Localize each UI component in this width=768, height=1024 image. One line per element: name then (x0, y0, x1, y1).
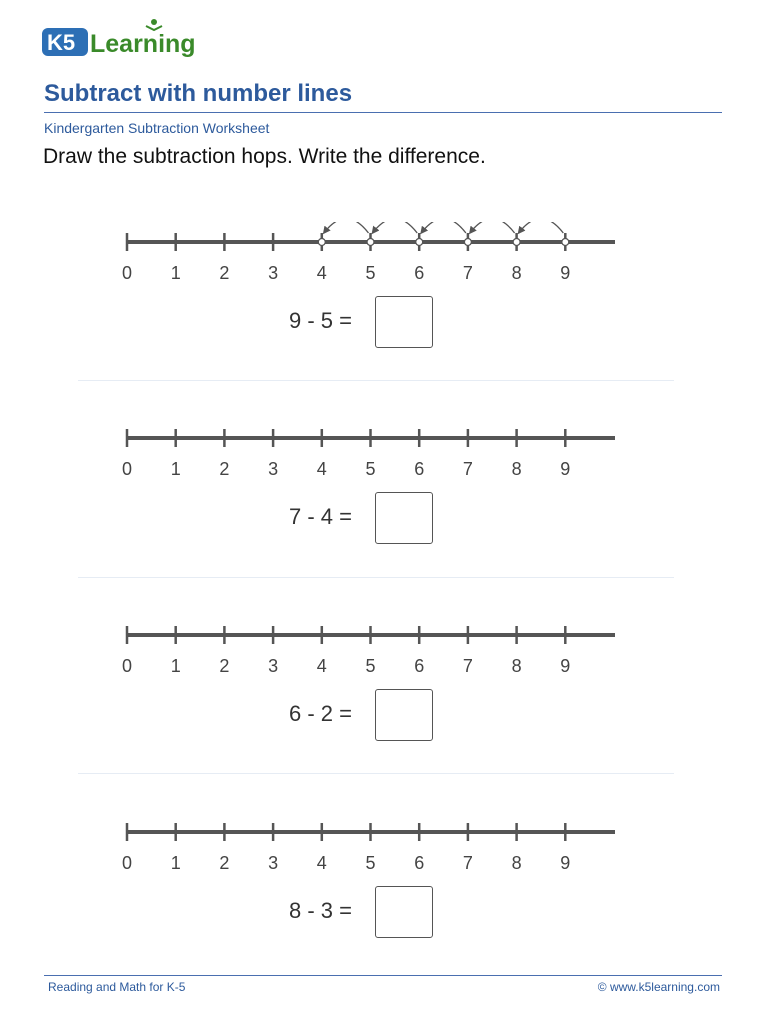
answer-box[interactable] (375, 689, 433, 741)
tick-label: 7 (462, 263, 473, 282)
tick-label: 9 (560, 263, 571, 282)
number-line (0, 615, 768, 675)
tick-label: 3 (268, 853, 279, 872)
tick-label: 5 (365, 263, 376, 282)
tick-label: 1 (170, 263, 181, 282)
tick-label: 3 (268, 459, 279, 478)
footer-tagline: Reading and Math for K-5 (48, 980, 186, 994)
tick-label: 9 (560, 459, 571, 478)
tick-label: 2 (219, 853, 230, 872)
tick-label: 2 (219, 656, 230, 675)
tick-label: 2 (219, 263, 230, 282)
hop-arrow (324, 222, 369, 233)
tick-label: 8 (511, 459, 522, 478)
tick-label: 4 (316, 853, 327, 872)
section-divider (78, 577, 674, 578)
tick-label: 9 (560, 853, 571, 872)
number-line (0, 418, 768, 478)
tick-label: 6 (414, 459, 425, 478)
tick-label: 8 (511, 263, 522, 282)
tick-label: 6 (414, 263, 425, 282)
tick-label: 3 (268, 263, 279, 282)
hop-point (318, 239, 325, 246)
number-line (0, 222, 768, 282)
tick-label: 7 (462, 853, 473, 872)
problem-expression: 9 - 5 = (289, 308, 352, 333)
worksheet-subtitle: Kindergarten Subtraction Worksheet (44, 120, 270, 136)
problem-expression: 8 - 3 = (289, 898, 352, 923)
tick-label: 2 (219, 459, 230, 478)
tick-label: 4 (316, 656, 327, 675)
tick-label: 6 (414, 656, 425, 675)
problem-expression: 7 - 4 = (289, 504, 352, 529)
tick-label: 5 (365, 656, 376, 675)
tick-label: 1 (170, 853, 181, 872)
tick-label: 0 (121, 853, 133, 872)
instruction-text: Draw the subtraction hops. Write the difference. (43, 145, 486, 168)
tick-label: 6 (414, 853, 425, 872)
hop-arrow (373, 222, 418, 233)
tick-label: 9 (560, 656, 571, 675)
tick-label: 5 (365, 459, 376, 478)
hop-arrow (519, 222, 564, 233)
answer-box[interactable] (375, 296, 433, 348)
number-line (0, 812, 768, 872)
answer-box[interactable] (375, 886, 433, 938)
hop-arrow (421, 222, 466, 233)
tick-label: 4 (316, 263, 327, 282)
tick-label: 1 (170, 459, 181, 478)
header-divider (44, 112, 722, 113)
svg-text:K5: K5 (47, 30, 76, 55)
page-title: Subtract with number lines (44, 80, 353, 107)
tick-label: 4 (316, 459, 327, 478)
tick-label: 0 (121, 263, 133, 282)
section-divider (78, 773, 674, 774)
answer-box[interactable] (375, 492, 433, 544)
hop-point (464, 239, 471, 246)
tick-label: 3 (268, 656, 279, 675)
tick-label: 1 (170, 656, 181, 675)
tick-label: 8 (511, 853, 522, 872)
tick-label: 5 (365, 853, 376, 872)
hop-point (513, 239, 520, 246)
hop-point (562, 239, 569, 246)
hop-point (367, 239, 374, 246)
hop-arrow (470, 222, 515, 233)
footer-website: © www.k5learning.com (597, 980, 720, 994)
hop-point (416, 239, 423, 246)
tick-label: 7 (462, 459, 473, 478)
problem-expression: 6 - 2 = (289, 701, 352, 726)
section-divider (78, 380, 674, 381)
k5-learning-logo (42, 16, 212, 62)
tick-label: 0 (121, 656, 133, 675)
svg-text:Learning: Learning (90, 30, 196, 58)
tick-label: 7 (462, 656, 473, 675)
tick-label: 8 (511, 656, 522, 675)
tick-label: 0 (121, 459, 133, 478)
footer-divider (44, 975, 722, 976)
